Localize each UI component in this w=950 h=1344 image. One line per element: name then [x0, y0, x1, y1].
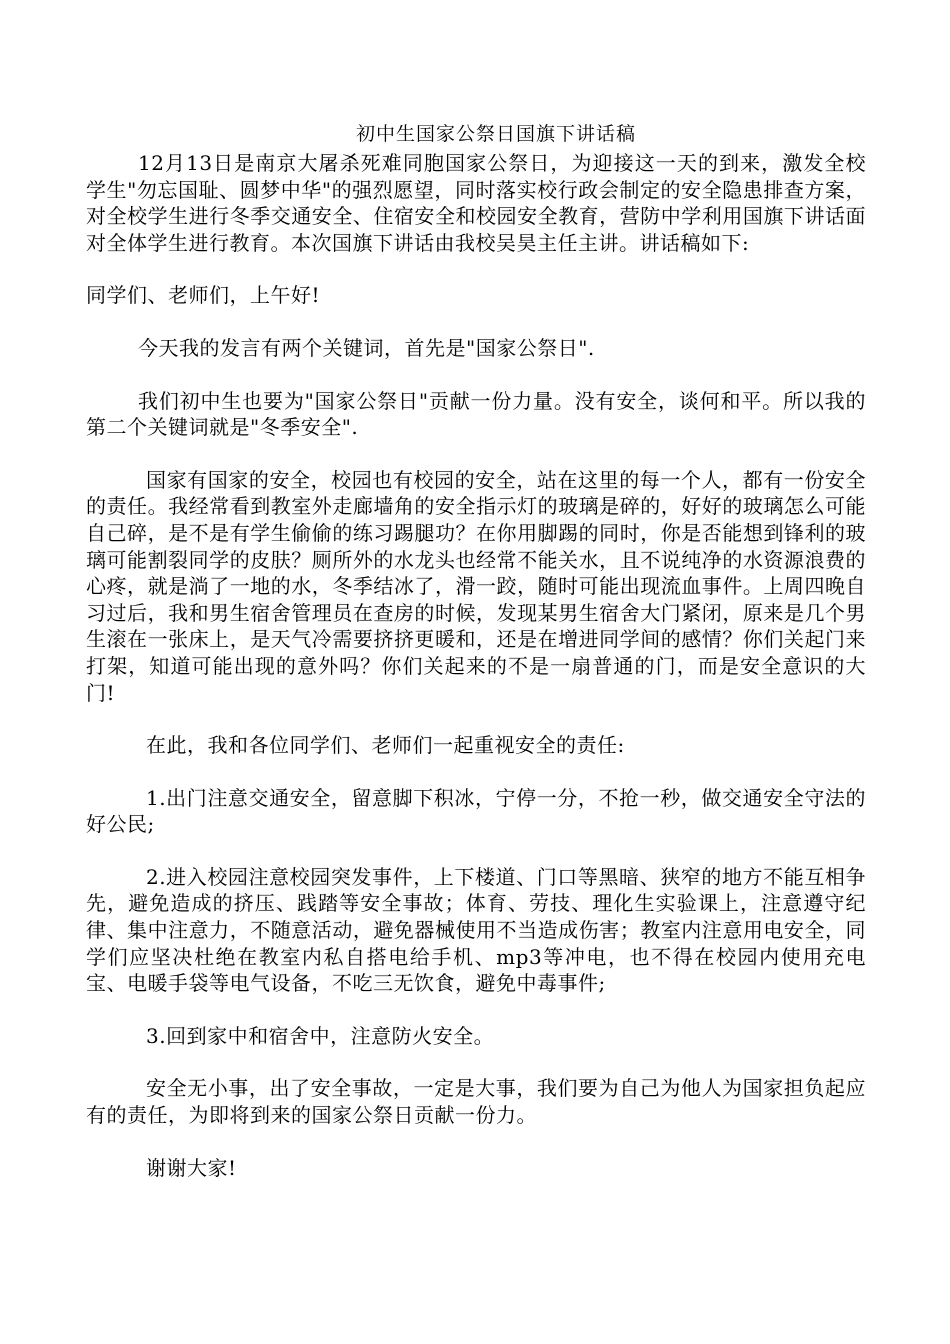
paragraph-conclusion: 安全无小事，出了安全事故，一定是大事，我们要为自己为他人为国家担负起应有的责任，为即将到来的国家公祭日贡献一份力。 — [86, 1076, 866, 1128]
list-item-fire: 3.回到家中和宿舍中，注意防火安全。 — [146, 1023, 495, 1048]
paragraph-safety-body: 国家有国家的安全，校园也有校园的安全，站在这里的每一个人，都有一份安全的责任。我经常看到教室外走廊墙角的安全指示灯的玻璃是碎的，好好的玻璃怎么可能自己碎，是不是有学生偷偷的练习踢腿功？在你用脚踢的同时，你是否能想到锋利的玻璃可能割裂同学的皮肤？厕所外的水龙头也经常不能关水，且不说纯净的水资源浪费的心疼，就是淌了一地的水，冬季结冰了，滑一跤，随时可能出现流血事件。上周四晚自习过后，我和男生宿舍管理员在查房的时候，发现某男生宿舍大门紧闭，原来是几个男生滚在一张床上，是天气冷需要挤挤更暖和，还是在增进同学间的感情？你们关起门来打架，知道可能出现的意外吗？你们关起来的不是一扇普通的门，而是安全意识的大门! — [86, 467, 866, 705]
paragraph-thanks: 谢谢大家! — [146, 1155, 237, 1180]
list-item-campus: 2.进入校园注意校园突发事件，上下楼道、门口等黑暗、狭窄的地方不能互相争先，避免造成的挤压、践踏等安全事故；体育、劳技、理化生实验课上，注意遵守纪律、集中注意力，不随意活动，避免器械使用不当造成伤害；教室内注意用电安全，同学们应坚决杜绝在教室内私自搭电给手机、mp3等冲电，也不得在校园内使用充电宝、电暖手袋等电气设备，不吃三无饮食，避免中毒事件; — [86, 864, 866, 996]
paragraph-greeting: 同学们、老师们，上午好! — [86, 283, 321, 308]
document-title: 初中生国家公祭日国旗下讲话稿 — [355, 123, 636, 145]
paragraph-keyword-two: 我们初中生也要为"国家公祭日"贡献一份力量。没有安全，谈何和平。所以我的第二个关键词就是"冬季安全". — [86, 388, 866, 440]
paragraph-responsibility: 在此，我和各位同学们、老师们一起重视安全的责任: — [146, 733, 625, 758]
paragraph-keyword-one: 今天我的发言有两个关键词，首先是"国家公祭日". — [138, 335, 595, 360]
paragraph-intro: 12月13日是南京大屠杀死难同胞国家公祭日，为迎接这一天的到来，激发全校学生"勿忘国耻、圆梦中华"的强烈愿望，同时落实校行政会制定的安全隐患排查方案，对全校学生进行冬季交通安全、住宿安全和校园安全教育，营防中学利用国旗下讲话面对全体学生进行教育。本次国旗下讲话由我校吴昊主任主讲。讲话稿如下: — [86, 151, 866, 255]
list-item-traffic: 1.出门注意交通安全，留意脚下积冰，宁停一分，不抢一秒，做交通安全守法的好公民; — [86, 785, 866, 837]
document-page — [86, 118, 866, 1181]
